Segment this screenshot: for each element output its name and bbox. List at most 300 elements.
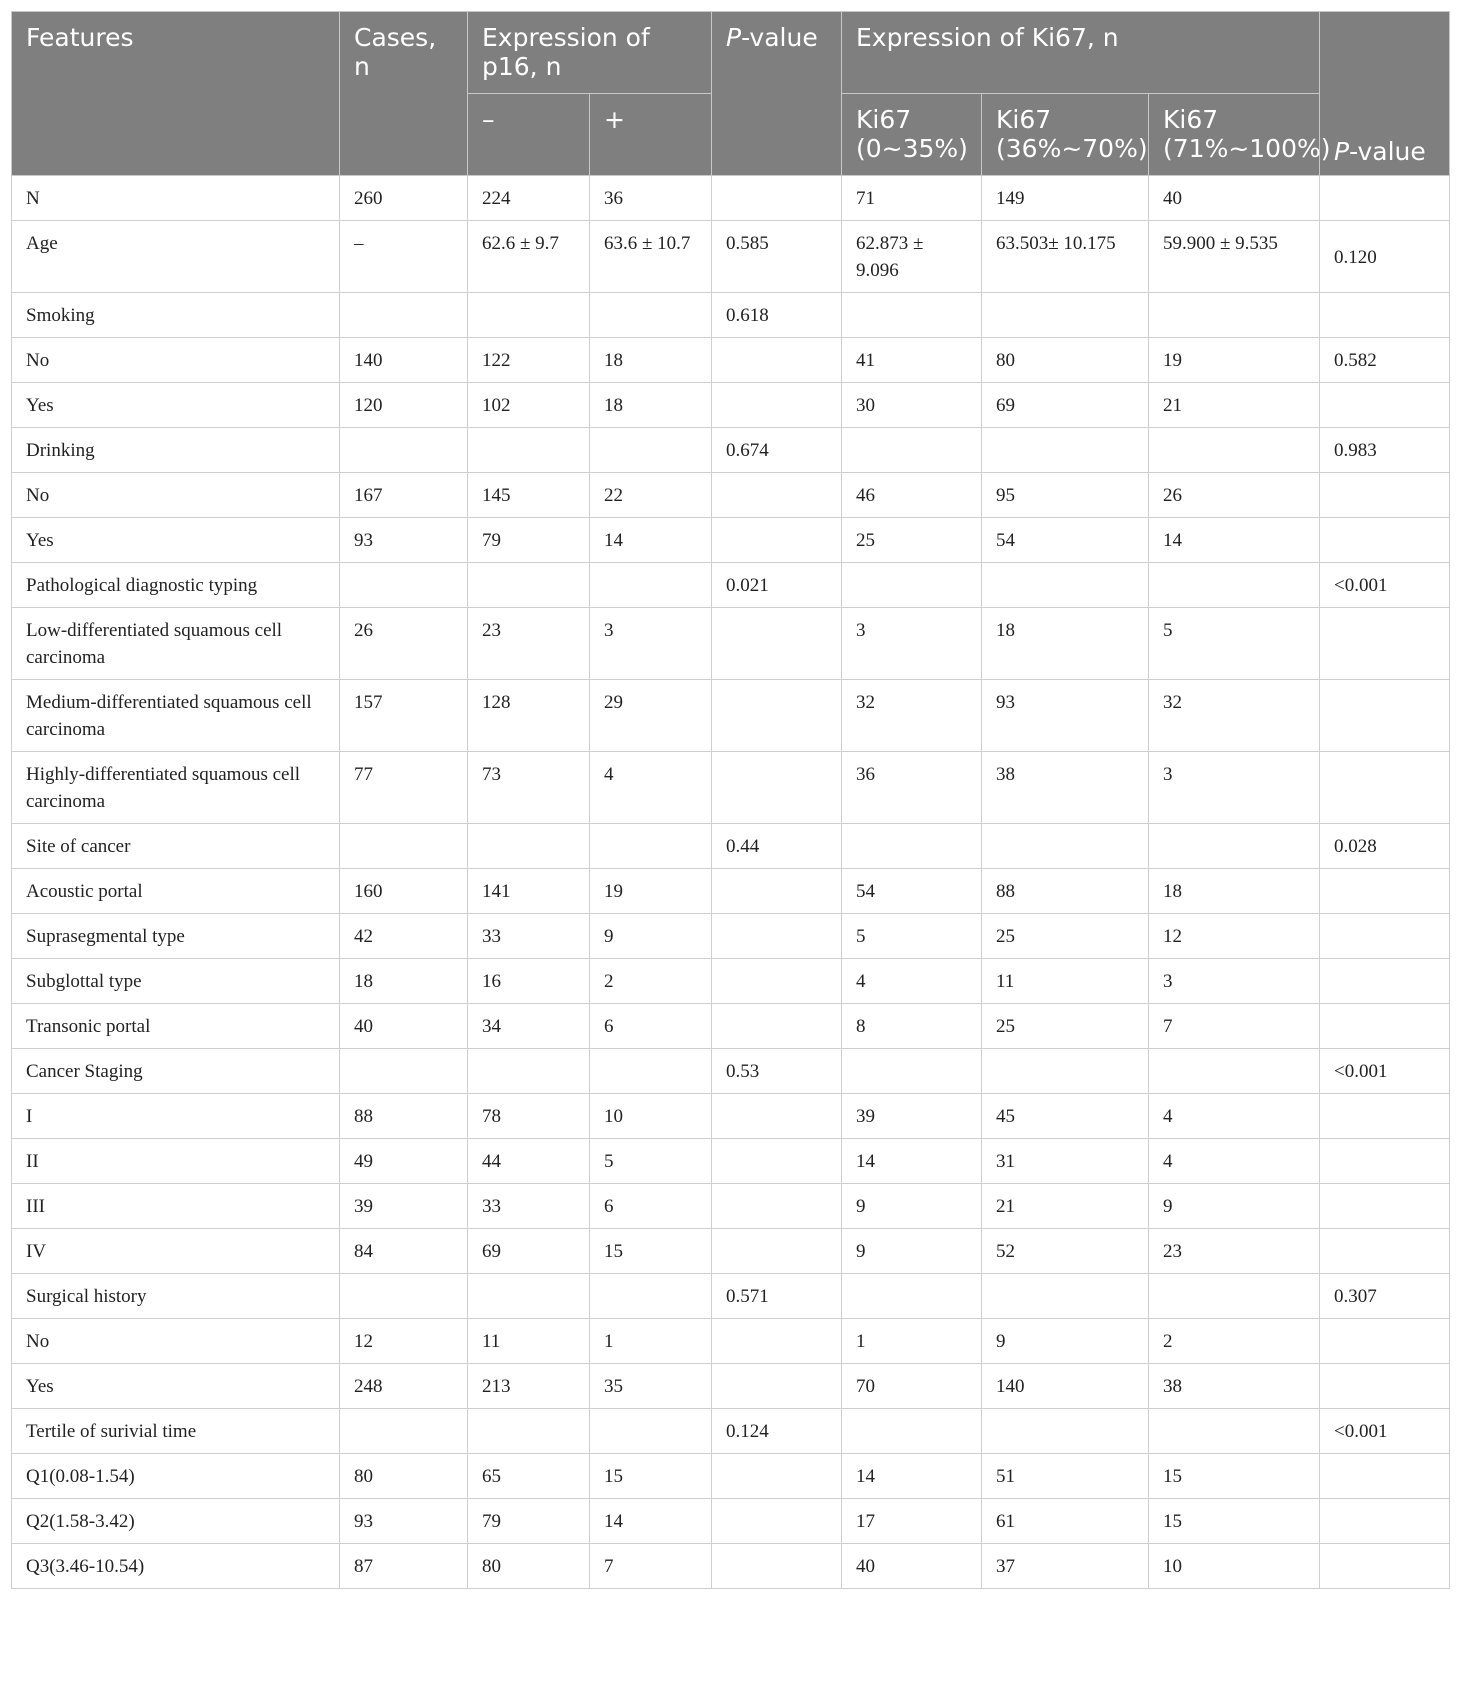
cell-ki67-low: 3 — [842, 608, 982, 680]
cell-ki67-high: 38 — [1149, 1364, 1320, 1409]
cell-cases: 12 — [340, 1319, 468, 1364]
cell-p-value-p16 — [712, 752, 842, 824]
cell-p16-negative — [468, 293, 590, 338]
cell-cases — [340, 1409, 468, 1454]
cell-cases: 84 — [340, 1229, 468, 1274]
table-row — [12, 563, 1450, 608]
cell-cases: 77 — [340, 752, 468, 824]
cell-ki67-high: 4 — [1149, 1139, 1320, 1184]
cell-p-value-ki67 — [1320, 1364, 1450, 1409]
cell-p16-positive: 3 — [590, 608, 712, 680]
cell-ki67-low: 32 — [842, 680, 982, 752]
table-row — [12, 959, 1450, 1004]
table-row — [12, 1319, 1450, 1364]
cell-ki67-low — [842, 563, 982, 608]
cell-p16-negative — [468, 1409, 590, 1454]
table-row — [12, 824, 1450, 869]
cell-feature: N — [12, 176, 340, 221]
cell-p-value-p16: 0.53 — [712, 1049, 842, 1094]
cell-ki67-high — [1149, 293, 1320, 338]
cell-p-value-ki67: 0.028 — [1320, 824, 1450, 869]
cell-ki67-low: 1 — [842, 1319, 982, 1364]
cell-p16-negative: 11 — [468, 1319, 590, 1364]
cell-ki67-high: 5 — [1149, 608, 1320, 680]
cell-cases: 42 — [340, 914, 468, 959]
cell-ki67-mid: 38 — [982, 752, 1149, 824]
cell-p-value-p16 — [712, 680, 842, 752]
table-row — [12, 428, 1450, 473]
cell-p-value-ki67 — [1320, 383, 1450, 428]
header-features: Features — [12, 12, 340, 176]
cell-p16-positive: 6 — [590, 1184, 712, 1229]
cell-ki67-low: 40 — [842, 1544, 982, 1589]
table-row — [12, 1364, 1450, 1409]
cell-p16-negative: 128 — [468, 680, 590, 752]
cell-p16-negative — [468, 428, 590, 473]
cell-ki67-high: 4 — [1149, 1094, 1320, 1139]
cell-p-value-p16 — [712, 1094, 842, 1139]
cell-p16-negative: 62.6 ± 9.7 — [468, 221, 590, 293]
cell-cases: 120 — [340, 383, 468, 428]
cell-ki67-low: 70 — [842, 1364, 982, 1409]
cell-p-value-p16 — [712, 383, 842, 428]
cell-ki67-low: 9 — [842, 1184, 982, 1229]
cell-p-value-p16 — [712, 1319, 842, 1364]
cell-ki67-high: 9 — [1149, 1184, 1320, 1229]
cell-p16-negative: 33 — [468, 1184, 590, 1229]
cell-cases — [340, 1274, 468, 1319]
cell-ki67-low: 71 — [842, 176, 982, 221]
cell-feature: Tertile of surivial time — [12, 1409, 340, 1454]
cell-p-value-ki67 — [1320, 1004, 1450, 1049]
cell-ki67-mid: 63.503± 10.175 — [982, 221, 1149, 293]
cell-p16-negative: 122 — [468, 338, 590, 383]
cell-ki67-low: 36 — [842, 752, 982, 824]
cell-feature: No — [12, 1319, 340, 1364]
cell-p16-positive: 19 — [590, 869, 712, 914]
cell-feature: Q3(3.46-10.54) — [12, 1544, 340, 1589]
cell-p-value-ki67 — [1320, 752, 1450, 824]
cell-p16-negative: 44 — [468, 1139, 590, 1184]
cell-feature: Yes — [12, 383, 340, 428]
cell-feature: Yes — [12, 1364, 340, 1409]
cell-cases: 160 — [340, 869, 468, 914]
cell-feature: No — [12, 338, 340, 383]
p-rest: -value — [1349, 137, 1426, 166]
cell-p-value-ki67 — [1320, 608, 1450, 680]
cell-p-value-ki67 — [1320, 1499, 1450, 1544]
cell-feature: Pathological diagnostic typing — [12, 563, 340, 608]
cell-ki67-high: 18 — [1149, 869, 1320, 914]
cell-p16-negative — [468, 1049, 590, 1094]
cell-feature: No — [12, 473, 340, 518]
cell-p16-negative — [468, 1274, 590, 1319]
cell-p-value-ki67 — [1320, 1094, 1450, 1139]
cell-p-value-ki67: <0.001 — [1320, 1409, 1450, 1454]
cell-feature: Surgical history — [12, 1274, 340, 1319]
table-row — [12, 752, 1450, 824]
cell-ki67-low: 39 — [842, 1094, 982, 1139]
cell-cases: 39 — [340, 1184, 468, 1229]
cell-p16-positive — [590, 1409, 712, 1454]
cell-p16-negative: 102 — [468, 383, 590, 428]
cell-p16-positive: 2 — [590, 959, 712, 1004]
cell-p16-positive: 35 — [590, 1364, 712, 1409]
cell-ki67-high: 12 — [1149, 914, 1320, 959]
cell-p-value-p16 — [712, 176, 842, 221]
cell-feature: Suprasegmental type — [12, 914, 340, 959]
cell-p16-positive: 5 — [590, 1139, 712, 1184]
cell-p-value-p16: 0.021 — [712, 563, 842, 608]
header-p-value-p16 — [712, 12, 842, 176]
table-row — [12, 293, 1450, 338]
cell-p-value-p16 — [712, 959, 842, 1004]
cell-p16-negative: 69 — [468, 1229, 590, 1274]
cell-ki67-high — [1149, 428, 1320, 473]
cell-ki67-mid: 31 — [982, 1139, 1149, 1184]
cell-p16-positive: 4 — [590, 752, 712, 824]
cell-ki67-high: 3 — [1149, 752, 1320, 824]
cell-p-value-ki67: 0.307 — [1320, 1274, 1450, 1319]
cell-ki67-low: 41 — [842, 338, 982, 383]
cell-ki67-mid: 9 — [982, 1319, 1149, 1364]
cell-ki67-mid: 61 — [982, 1499, 1149, 1544]
cell-p-value-ki67 — [1320, 1229, 1450, 1274]
cell-feature: Highly-differentiated squamous cell carcinoma — [12, 752, 340, 824]
cell-ki67-high — [1149, 1409, 1320, 1454]
cell-cases: – — [340, 221, 468, 293]
cell-ki67-high: 32 — [1149, 680, 1320, 752]
cell-p-value-p16 — [712, 1499, 842, 1544]
cell-p-value-p16 — [712, 1544, 842, 1589]
cell-ki67-low: 4 — [842, 959, 982, 1004]
cell-p-value-ki67 — [1320, 293, 1450, 338]
cell-ki67-high — [1149, 824, 1320, 869]
cell-p-value-p16 — [712, 518, 842, 563]
cell-p-value-p16 — [712, 1454, 842, 1499]
data-table — [11, 11, 1450, 1589]
cell-cases: 93 — [340, 1499, 468, 1544]
cell-ki67-mid: 80 — [982, 338, 1149, 383]
cell-p16-positive: 7 — [590, 1544, 712, 1589]
header-ki67-low: Ki67 (0~35%) — [842, 94, 982, 176]
cell-ki67-low: 54 — [842, 869, 982, 914]
cell-p-value-ki67 — [1320, 1544, 1450, 1589]
cell-p16-positive: 63.6 ± 10.7 — [590, 221, 712, 293]
cell-p16-negative: 80 — [468, 1544, 590, 1589]
cell-ki67-low: 5 — [842, 914, 982, 959]
cell-p16-positive: 36 — [590, 176, 712, 221]
table-row — [12, 608, 1450, 680]
cell-cases: 26 — [340, 608, 468, 680]
cell-p-value-p16: 0.674 — [712, 428, 842, 473]
cell-p-value-ki67 — [1320, 869, 1450, 914]
cell-p16-positive — [590, 563, 712, 608]
table-row — [12, 680, 1450, 752]
cell-cases — [340, 293, 468, 338]
cell-p-value-ki67 — [1320, 1139, 1450, 1184]
table-row — [12, 1094, 1450, 1139]
cell-feature: Yes — [12, 518, 340, 563]
table-row — [12, 1229, 1450, 1274]
cell-ki67-mid: 140 — [982, 1364, 1149, 1409]
cell-feature: III — [12, 1184, 340, 1229]
cell-p16-positive: 18 — [590, 383, 712, 428]
cell-ki67-high: 15 — [1149, 1499, 1320, 1544]
cell-p16-positive: 9 — [590, 914, 712, 959]
cell-ki67-high: 23 — [1149, 1229, 1320, 1274]
table-row — [12, 1499, 1450, 1544]
cell-p16-negative: 145 — [468, 473, 590, 518]
cell-p16-positive — [590, 293, 712, 338]
cell-ki67-high: 21 — [1149, 383, 1320, 428]
cell-ki67-high: 15 — [1149, 1454, 1320, 1499]
cell-p16-positive: 15 — [590, 1454, 712, 1499]
cell-ki67-high: 26 — [1149, 473, 1320, 518]
cell-cases: 87 — [340, 1544, 468, 1589]
cell-p16-negative: 65 — [468, 1454, 590, 1499]
cell-p-value-p16 — [712, 1139, 842, 1184]
cell-ki67-high: 2 — [1149, 1319, 1320, 1364]
cell-p-value-ki67 — [1320, 959, 1450, 1004]
cell-p-value-p16 — [712, 1364, 842, 1409]
table-row — [12, 1544, 1450, 1589]
cell-ki67-high: 14 — [1149, 518, 1320, 563]
cell-ki67-low: 14 — [842, 1139, 982, 1184]
cell-ki67-mid — [982, 428, 1149, 473]
data-table-container — [11, 11, 1449, 1589]
table-row — [12, 1409, 1450, 1454]
cell-ki67-high: 10 — [1149, 1544, 1320, 1589]
cell-p16-negative: 16 — [468, 959, 590, 1004]
cell-ki67-high — [1149, 563, 1320, 608]
cell-ki67-low — [842, 824, 982, 869]
table-row — [12, 869, 1450, 914]
cell-feature: Acoustic portal — [12, 869, 340, 914]
cell-p16-positive — [590, 428, 712, 473]
p-rest: -value — [741, 23, 818, 52]
table-row — [12, 518, 1450, 563]
table-row — [12, 1139, 1450, 1184]
cell-ki67-low: 30 — [842, 383, 982, 428]
cell-p16-positive — [590, 1049, 712, 1094]
cell-feature: Medium-differentiated squamous cell carcinoma — [12, 680, 340, 752]
cell-cases — [340, 563, 468, 608]
cell-p16-positive: 22 — [590, 473, 712, 518]
cell-ki67-low — [842, 1409, 982, 1454]
cell-p-value-ki67: 0.582 — [1320, 338, 1450, 383]
cell-ki67-low: 17 — [842, 1499, 982, 1544]
cell-ki67-low: 62.873 ± 9.096 — [842, 221, 982, 293]
cell-ki67-mid: 149 — [982, 176, 1149, 221]
cell-ki67-low — [842, 1274, 982, 1319]
cell-p16-negative: 73 — [468, 752, 590, 824]
cell-p16-negative: 79 — [468, 518, 590, 563]
cell-ki67-high: 59.900 ± 9.535 — [1149, 221, 1320, 293]
cell-ki67-low — [842, 293, 982, 338]
cell-ki67-mid: 25 — [982, 1004, 1149, 1049]
header-ki67-high: Ki67 (71%~100%) — [1149, 94, 1320, 176]
cell-feature: Subglottal type — [12, 959, 340, 1004]
cell-feature: Site of cancer — [12, 824, 340, 869]
table-row — [12, 1454, 1450, 1499]
cell-ki67-low: 8 — [842, 1004, 982, 1049]
cell-p-value-ki67: <0.001 — [1320, 1049, 1450, 1094]
cell-p16-negative: 141 — [468, 869, 590, 914]
cell-ki67-mid — [982, 563, 1149, 608]
p-italic: P — [1334, 137, 1350, 166]
cell-p-value-ki67: 0.983 — [1320, 428, 1450, 473]
cell-ki67-low: 9 — [842, 1229, 982, 1274]
table-row — [12, 1049, 1450, 1094]
cell-p16-positive: 15 — [590, 1229, 712, 1274]
cell-p-value-ki67 — [1320, 473, 1450, 518]
table-row — [12, 383, 1450, 428]
cell-p-value-p16 — [712, 338, 842, 383]
cell-p-value-p16: 0.618 — [712, 293, 842, 338]
cell-ki67-mid: 25 — [982, 914, 1149, 959]
cell-p-value-ki67 — [1320, 1454, 1450, 1499]
cell-ki67-mid: 45 — [982, 1094, 1149, 1139]
cell-p16-positive: 29 — [590, 680, 712, 752]
table-row — [12, 1274, 1450, 1319]
cell-ki67-high — [1149, 1049, 1320, 1094]
cell-cases — [340, 824, 468, 869]
cell-p-value-ki67 — [1320, 518, 1450, 563]
table-row — [12, 338, 1450, 383]
cell-ki67-mid: 69 — [982, 383, 1149, 428]
cell-p-value-p16 — [712, 473, 842, 518]
table-row — [12, 1004, 1450, 1049]
header-p16-negative: – — [468, 94, 590, 176]
cell-ki67-high: 19 — [1149, 338, 1320, 383]
cell-cases: 260 — [340, 176, 468, 221]
cell-feature: Q2(1.58-3.42) — [12, 1499, 340, 1544]
table-row — [12, 176, 1450, 221]
cell-p16-negative — [468, 563, 590, 608]
cell-feature: II — [12, 1139, 340, 1184]
cell-p-value-p16: 0.571 — [712, 1274, 842, 1319]
cell-ki67-low: 46 — [842, 473, 982, 518]
cell-ki67-high: 3 — [1149, 959, 1320, 1004]
cell-p16-positive — [590, 1274, 712, 1319]
cell-ki67-high — [1149, 1274, 1320, 1319]
cell-p-value-p16 — [712, 914, 842, 959]
cell-feature: Age — [12, 221, 340, 293]
header-ki67-group: Expression of Ki67, n — [842, 12, 1320, 94]
cell-ki67-high: 40 — [1149, 176, 1320, 221]
header-cases: Cases, n — [340, 12, 468, 176]
cell-p16-negative: 33 — [468, 914, 590, 959]
cell-p-value-ki67 — [1320, 914, 1450, 959]
cell-ki67-mid: 54 — [982, 518, 1149, 563]
cell-ki67-mid — [982, 293, 1149, 338]
cell-p-value-p16 — [712, 1229, 842, 1274]
cell-feature: Cancer Staging — [12, 1049, 340, 1094]
table-row — [12, 221, 1450, 293]
cell-p-value-p16: 0.44 — [712, 824, 842, 869]
cell-cases: 40 — [340, 1004, 468, 1049]
cell-ki67-mid: 11 — [982, 959, 1149, 1004]
cell-p16-positive: 10 — [590, 1094, 712, 1139]
cell-p-value-ki67: 0.120 — [1320, 221, 1450, 293]
cell-ki67-low — [842, 1049, 982, 1094]
p-italic: P — [726, 23, 742, 52]
cell-ki67-mid: 37 — [982, 1544, 1149, 1589]
cell-feature: Q1(0.08-1.54) — [12, 1454, 340, 1499]
header-ki67-mid: Ki67 (36%~70%) — [982, 94, 1149, 176]
cell-cases: 167 — [340, 473, 468, 518]
cell-ki67-mid — [982, 1409, 1149, 1454]
cell-p16-positive — [590, 824, 712, 869]
cell-feature: IV — [12, 1229, 340, 1274]
cell-cases: 49 — [340, 1139, 468, 1184]
cell-p-value-p16 — [712, 1184, 842, 1229]
cell-p16-negative: 78 — [468, 1094, 590, 1139]
cell-ki67-low: 14 — [842, 1454, 982, 1499]
cell-p-value-ki67 — [1320, 680, 1450, 752]
cell-feature: I — [12, 1094, 340, 1139]
cell-p-value-ki67 — [1320, 1319, 1450, 1364]
cell-cases: 80 — [340, 1454, 468, 1499]
table-row — [12, 1184, 1450, 1229]
table-body — [12, 176, 1450, 1589]
cell-p16-positive: 1 — [590, 1319, 712, 1364]
cell-p16-negative — [468, 824, 590, 869]
cell-p16-positive: 14 — [590, 518, 712, 563]
cell-ki67-high: 7 — [1149, 1004, 1320, 1049]
cell-p16-positive: 6 — [590, 1004, 712, 1049]
cell-p-value-p16 — [712, 1004, 842, 1049]
cell-p16-negative: 79 — [468, 1499, 590, 1544]
cell-cases: 248 — [340, 1364, 468, 1409]
cell-cases: 88 — [340, 1094, 468, 1139]
cell-feature: Low-differentiated squamous cell carcinoma — [12, 608, 340, 680]
cell-p-value-p16: 0.585 — [712, 221, 842, 293]
cell-cases: 18 — [340, 959, 468, 1004]
cell-ki67-mid — [982, 1049, 1149, 1094]
cell-feature: Smoking — [12, 293, 340, 338]
cell-p-value-p16 — [712, 608, 842, 680]
cell-p-value-ki67: <0.001 — [1320, 563, 1450, 608]
cell-p16-negative: 34 — [468, 1004, 590, 1049]
cell-ki67-mid — [982, 1274, 1149, 1319]
cell-p-value-p16: 0.124 — [712, 1409, 842, 1454]
table-header — [12, 12, 1450, 176]
cell-feature: Drinking — [12, 428, 340, 473]
cell-p16-positive: 18 — [590, 338, 712, 383]
cell-p-value-p16 — [712, 869, 842, 914]
cell-ki67-low — [842, 428, 982, 473]
cell-ki67-mid — [982, 824, 1149, 869]
cell-ki67-mid: 51 — [982, 1454, 1149, 1499]
cell-ki67-mid: 52 — [982, 1229, 1149, 1274]
cell-ki67-mid: 93 — [982, 680, 1149, 752]
cell-ki67-mid: 95 — [982, 473, 1149, 518]
cell-p-value-ki67 — [1320, 1184, 1450, 1229]
cell-p16-negative: 224 — [468, 176, 590, 221]
cell-p-value-ki67 — [1320, 176, 1450, 221]
cell-p16-negative: 213 — [468, 1364, 590, 1409]
cell-p16-negative: 23 — [468, 608, 590, 680]
cell-ki67-low: 25 — [842, 518, 982, 563]
table-row — [12, 914, 1450, 959]
cell-cases: 140 — [340, 338, 468, 383]
cell-cases: 93 — [340, 518, 468, 563]
cell-ki67-mid: 88 — [982, 869, 1149, 914]
header-p16-positive: + — [590, 94, 712, 176]
header-p16-group: Expression of p16, n — [468, 12, 712, 94]
